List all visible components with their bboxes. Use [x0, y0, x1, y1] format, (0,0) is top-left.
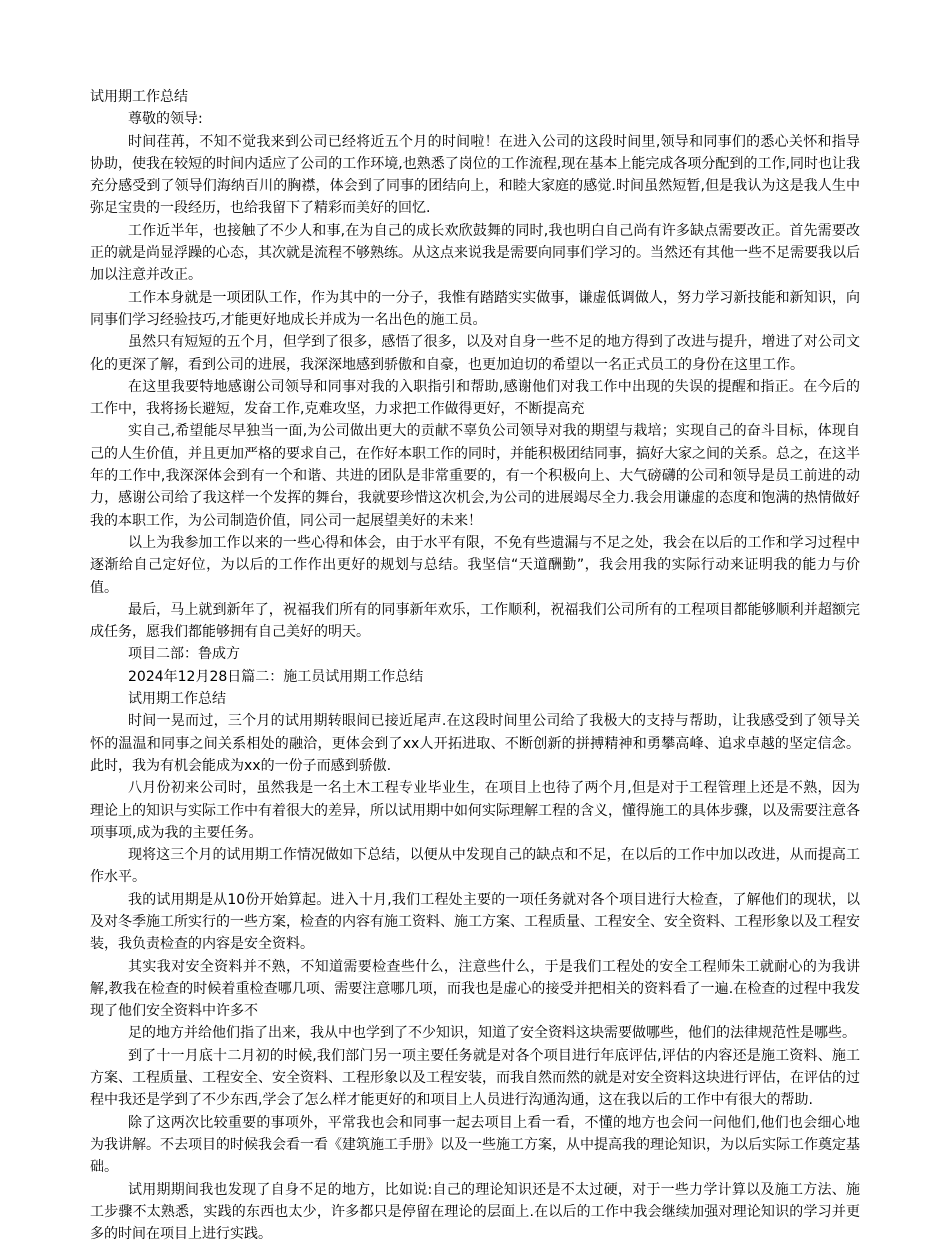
paragraph: 现将这三个月的试用期工作情况做如下总结，以便从中发现自己的缺点和不足，在以后的工作中加以改进，从而提高工作水平。 [90, 847, 860, 886]
paragraph: 工作近半年，也接触了不少人和事,在为自己的成长欢欣鼓舞的同时,我也明白自己尚有许多缺点需要改正。首先需要改正的就是尚显浮躁的心态，其次就是流程不够熟练。从这点来说我是需要向同事们学习的。当然还有其他一些不足需要我以后加以注意并改正。 [90, 222, 860, 284]
paragraph: 时间荏苒，不知不觉我来到公司已经将近五个月的时间啦！在进入公司的这段时间里,领导和同事们的悉心关怀和指导协助，使我在较短的时间内适应了公司的工作环境,也熟悉了岗位的工作流程,现在基本上能完成各项分配到的工作,同时也让我充分感受到了领导们海纳百川的胸襟，体会到了同事的团结向上，和睦大家庭的感觉.时间虽然短暂,但是我认为这是我人生中弥足宝贵的一段经历，也给我留下了精彩而美好的回忆. [90, 133, 860, 217]
paragraph: 实自己,希望能尽早独当一面,为公司做出更大的贡献不辜负公司领导对我的期望与栽培；实现自己的奋斗目标，体现自己的人生价值，并且更加严格的要求自己，在作好本职工作的同时，并能积极团结同事，搞好大家之间的关系。总之，在这半年的工作中,我深深体会到有一个和谐、共进的团队是非常重要的，有一个积极向上、大气磅礴的公司和领导是员工前进的动力，感谢公司给了我这样一个发挥的舞台，我就要珍惜这次机会,为公司的进展竭尽全力.我会用谦虚的态度和饱满的热情做好我的本职工作，为公司制造价值，同公司一起展望美好的未来！ [90, 423, 860, 529]
paragraph: 试用期期间我也发现了自身不足的地方，比如说:自己的理论知识还是不太过硬，对于一些力学计算以及施工方法、施工步骤不太熟悉，实践的东西也太少，许多都只是停留在理论的层面上.在以后的工作中我会继续加强对理论知识的学习并更多的时间在项目上进行实践。 [90, 1181, 860, 1243]
paragraph: 以上为我参加工作以来的一些心得和体会，由于水平有限，不免有些遗漏与不足之处，我会在以后的工作和学习过程中逐渐给自己定好位，为以后的工作作出更好的规划与总结。我坚信“天道酬勤”，我会用我的实际行动来证明我的能力与价值。 [90, 534, 860, 596]
paragraph: 在这里我要特地感谢公司领导和同事对我的入职指引和帮助,感谢他们对我工作中出现的失误的提醒和指正。在今后的工作中，我将扬长避短，发奋工作,克难攻坚，力求把工作做得更好，不断提高充 [90, 378, 860, 418]
author-line: 项目二部：鲁成方 [128, 646, 240, 663]
paragraph: 其实我对安全资料并不熟，不知道需要检查些什么，注意些什么，于是我们工程处的安全工程师朱工就耐心的为我讲解,教我在检查的时候着重检查哪几项、需要注意哪几项，而我也是虚心的接受并把相关的资料看了一遍.在检查的过程中我发现了他们安全资料中许多不 [90, 958, 860, 1020]
paragraph: 除了这两次比较重要的事项外，平常我也会和同事一起去项目上看一看，不懂的地方也会问一问他们,他们也会细心地为我讲解。不去项目的时候我会看一看《建筑施工手册》以及一些施工方案，从中提高我的理论知识，为以后实际工作奠定基础。 [90, 1114, 860, 1176]
paragraph: 工作本身就是一项团队工作，作为其中的一分子，我惟有踏踏实实做事，谦虚低调做人，努力学习新技能和新知识，向同事们学习经验技巧,才能更好地成长并成为一名出色的施工员。 [90, 289, 860, 328]
section-title: 试用期工作总结 [128, 691, 226, 708]
document-title: 试用期工作总结 [90, 89, 188, 105]
salutation: 尊敬的领导: [128, 111, 203, 128]
paragraph: 时间一晃而过，三个月的试用期转眼间已接近尾声.在这段时间里公司给了我极大的支持与帮助，让我感受到了领导关怀的温温和同事之间关系相处的融洽，更体会到了xx人开拓进取、不断创新的拼搏精神和勇攀高峰、追求卓越的坚定信念。此时，我为有机会能成为xx的一份子而感到骄傲. [90, 713, 860, 774]
paragraph: 虽然只有短短的五个月，但学到了很多，感悟了很多，以及对自身一些不足的地方得到了改进与提升，增进了对公司文化的更深了解，看到公司的进展，我深深地感到骄傲和自豪，也更加迫切的希望以一名正式员工的身份在这里工作。 [90, 334, 860, 373]
paragraph: 八月份初来公司时，虽然我是一名土木工程专业毕业生，在项目上也待了两个月,但是对于工程管理上还是不熟，因为理论上的知识与实际工作中有着很大的差异，所以试用期中如何实际理解工程的含义，懂得施工的具体步骤，以及需要注意各项事项,成为我的主要任务。 [90, 780, 860, 841]
paragraph: 最后，马上就到新年了，祝福我们所有的同事新年欢乐，工作顺利，祝福我们公司所有的工程项目都能够顺利并超额完成任务，愿我们都能够拥有自己美好的明天。 [90, 601, 860, 641]
paragraph: 到了十一月底十二月初的时候,我们部门另一项主要任务就是对各个项目进行年底评估,评估的内容还是施工资料、施工方案、工程质量、工程安全、安全资料、工程形象以及工程安装，而我自然而然的就是对安全资料这块进行评估，在评估的过程中我还是学到了不少东西,学会了怎么样才能更好的和项目上人员进行沟通沟通，这在我以后的工作中有很大的帮助. [90, 1047, 860, 1109]
paragraph: 我的试用期是从10份开始算起。进入十月,我们工程处主要的一项任务就对各个项目进行大检查，了解他们的现状，以及对冬季施工所实行的一些方案，检查的内容有施工资料、施工方案、工程质量、工程安全、安全资料、工程形象以及工程安装，我负责检查的内容是安全资料。 [90, 891, 860, 953]
paragraph: 足的地方并给他们指了出来，我从中也学到了不少知识，知道了安全资料这块需要做哪些，他们的法律规范性是哪些。 [128, 1025, 856, 1042]
date-line: 2024年12月28日篇二：施工员试用期工作总结 [128, 668, 424, 685]
